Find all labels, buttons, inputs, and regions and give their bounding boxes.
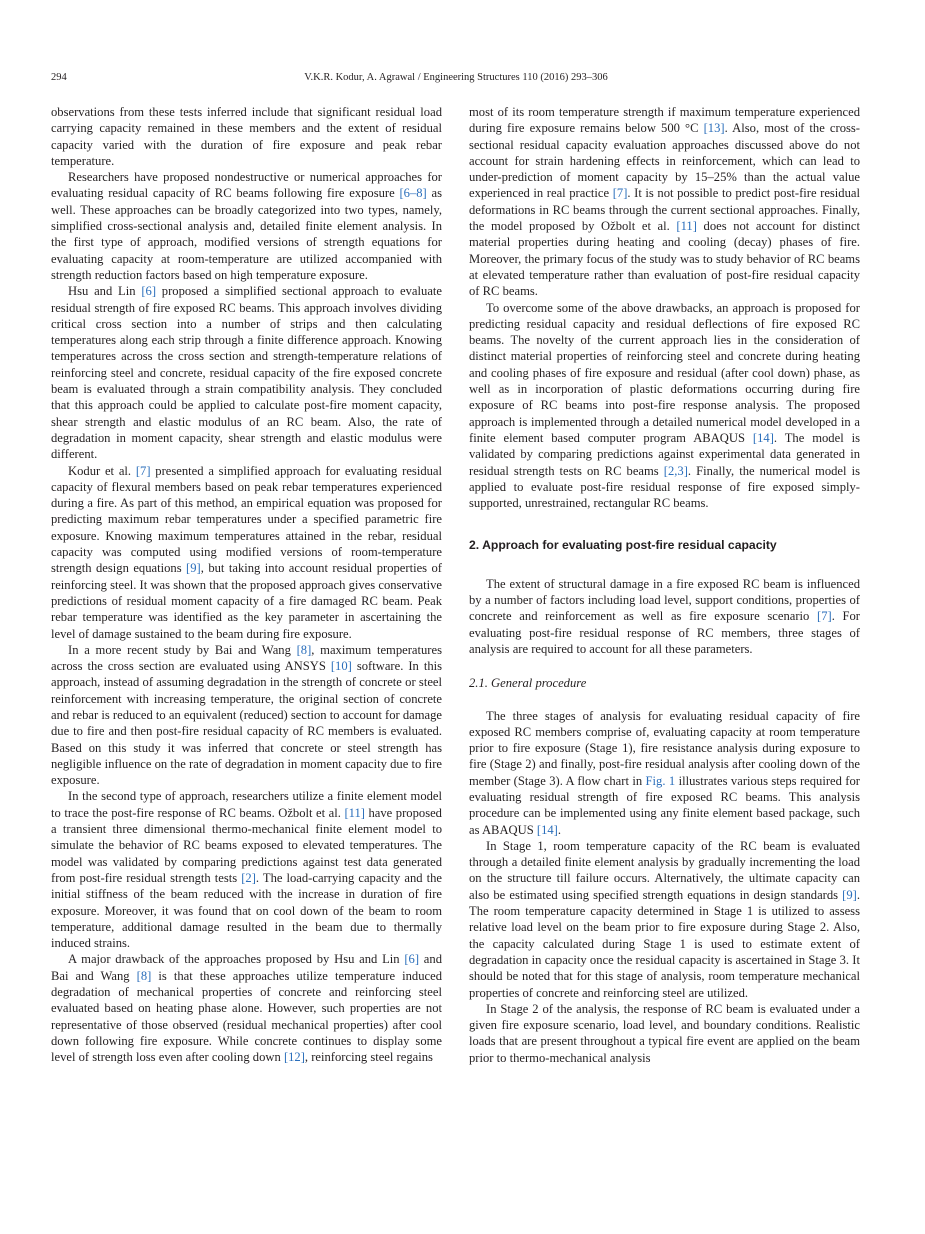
citation-link[interactable]: [8]	[136, 968, 152, 983]
paragraph: most of its room temperature strength if maximum temperature experienced during fire exposure remains below 500 °C [13]. Also, most of the cross-sectional residual capacity evaluation approaches discussed above do not account for strain hardening effects in reinforcement, which can lead to under-prediction of moment capacity by 15–25% than the actual value experienced in real practice [7]. It is not possible to predict post-fire residual deformations in RC beams through the current sectional approaches. Finally, the model proposed by Ožbolt et al. [11] does not account for distinct material properties during heating and cooling (decay) phases of fire. Moreover, the primary focus of the study was to study behavior of RC beams at elevated temperature rather than evaluation of post-fire residual capacity of RC beams.	[469, 105, 860, 299]
paragraph: observations from these tests inferred include that significant residual load carrying capacity remained in these members and the extent of residual capacity varied with the duration of fire exposure and peak rebar temperature.	[51, 105, 442, 168]
citation-link[interactable]: [11]	[676, 219, 697, 234]
paragraph: The three stages of analysis for evaluating residual capacity of fire exposed RC members comprise of, evaluating capacity at room temperature prior to fire exposure (Stage 1), fire resistance analysis during exposure to fire (Stage 2) and finally, post-fire residual analysis after cooling down of the member (Stage 3). A flow chart in Fig. 1 illustrates various steps required for evaluating residual strength of fire exposed RC beams. This analysis procedure can be implemented using any finite element based package, such as ABAQUS [14].	[469, 708, 860, 837]
paragraph: The extent of structural damage in a fire exposed RC beam is influenced by a number of factors including load level, support conditions, properties of concrete and reinforcement as well as fire exposure scenario [7]. For evaluating post-fire residual response of RC members, three stages of analysis are required to account for all these parameters.	[469, 576, 860, 656]
citation-link[interactable]: [6]	[404, 952, 420, 967]
page-number: 294	[51, 72, 67, 83]
subsection-heading: 2.1. General procedure	[469, 676, 587, 691]
running-head	[51, 72, 861, 88]
citation-link[interactable]: [7]	[135, 463, 151, 478]
citation-link[interactable]: [9]	[842, 887, 857, 902]
citation-link[interactable]: [13]	[703, 121, 725, 136]
citation-link[interactable]: [8]	[296, 642, 312, 657]
citation-link[interactable]: [2]	[241, 870, 256, 885]
citation-link[interactable]: [9]	[186, 561, 201, 576]
citation-link[interactable]: [10]	[330, 659, 352, 674]
citation-link[interactable]: [6]	[141, 284, 157, 299]
citation-link[interactable]: [11]	[344, 805, 365, 820]
citation-link[interactable]: [7]	[612, 186, 628, 201]
paragraph: In Stage 1, room temperature capacity of the RC beam is evaluated through a detailed finite element analysis by gradually incrementing the load on the structure till failure occurs. Alternatively, the ultimate capacity can also be estimated using specified strength equations in design standards [9]. The room temperature capacity determined in Stage 1 is utilized to assess relative load level on the beam prior to fire exposure during Stage 2. Also, the capacity calculated during Stage 1 is used to estimate extent of degradation in capacity once the residual capacity is ascertained in Stage 3. It should be noted that for this stage of analysis, room temperature mechanical properties of concrete and reinforcing steel are utilized.	[469, 838, 860, 1000]
paragraph: In the second type of approach, researchers utilize a finite element model to trace the post-fire response of RC beams. Ožbolt et al. [11] have proposed a transient three dimensional thermo-mechanical finite element model to simulate the behavior of RC beams exposed to elevated temperatures. The model was validated by comparing predictions against test data generated from post-fire residual strength tests [2]. The load-carrying capacity and the initial stiffness of the beam reduced with the increase in duration of fire exposure. Moreover, it was found that on cool down of the beam to room temperature, additional damage resulted in the beam due to thermally induced strains.	[51, 789, 442, 951]
citation-link[interactable]: [12]	[283, 1050, 305, 1065]
section-heading: 2. Approach for evaluating post-fire residual capacity	[469, 538, 777, 553]
paragraph: A major drawback of the approaches proposed by Hsu and Lin [6] and Bai and Wang [8] is that these approaches utilize temperature induced degradation of mechanical properties of concrete and reinforcing steel evaluated based on heating phase alone. However, such properties are not representative of those observed (residual mechanical properties) after cool down following fire exposure. While concrete continues to display some level of strength loss even after cooling down [12], reinforcing steel regains	[51, 952, 442, 1065]
citation-link[interactable]: [14]	[752, 430, 774, 445]
left-column	[51, 104, 442, 1066]
citation-link[interactable]: [14]	[536, 822, 558, 837]
citation-link[interactable]: [2,3]	[663, 463, 688, 478]
citation-link[interactable]: [6–8]	[399, 186, 427, 201]
paragraph: Hsu and Lin [6] proposed a simplified sectional approach to evaluate residual strength of fire exposed RC beams. This approach involves dividing critical cross section into a number of strips and then calculating temperatures along each strip through a finite difference approach. Knowing temperatures across the cross section and strength-temperature relations of reinforcing steel and concrete, residual capacity of the fire exposed concrete beam is evaluated through a strain compatibility analysis. They concluded that this approach could be applied to calculate post-fire moment capacity, shear strength and elastic modulus of an RC beam. Also, the rate of degradation in moment capacity, shear strength and elastic modulus were different.	[51, 284, 442, 462]
citation-link[interactable]: Fig. 1	[645, 773, 676, 788]
paragraph: In Stage 2 of the analysis, the response of RC beam is evaluated under a given fire exposure scenario, load level, and boundary conditions. Realistic loads that are present throughout a typical fire event are applied on the beam prior to thermo-mechanical analysis	[469, 1001, 860, 1065]
paragraph: To overcome some of the above drawbacks, an approach is proposed for predicting residual capacity and residual deflections of fire exposed RC beams. The novelty of the current approach lies in the consideration of distinct material properties of reinforcing steel and concrete during heating and cooling phases of fire exposure and residual (after cool down) phase, as well as in incorporation of plastic deformations occurring during fire exposure of RC beams into post-fire response analysis. The proposed approach is implemented through a detailed numerical model developed in a finite element based computer program ABAQUS [14]. The model is validated by comparing predictions against experimental data generated in residual strength tests on RC beams [2,3]. Finally, the numerical model is applied to evaluate post-fire residual response of fire exposed simply-supported, unrestrained, rectangular RC beams.	[469, 300, 861, 511]
journal-citation-line: V.K.R. Kodur, A. Agrawal / Engineering Structures 110 (2016) 293–306	[304, 72, 608, 83]
citation-link[interactable]: [7]	[817, 609, 832, 624]
paragraph: In a more recent study by Bai and Wang [8], maximum temperatures across the cross section are evaluated using ANSYS [10] software. In this approach, instead of assuming degradation in the strength of concrete or steel reinforcement with increasing temperature, the original section of concrete and rebar is reduced to an equivalent (reduced) section to account for damage due to fire and then post-fire residual capacity of RC members is evaluated. Based on this study it was inferred that concrete or steel strength has negligible influence on the rate of degradation in moment capacity due to fire exposure.	[51, 642, 443, 788]
paragraph: Kodur et al. [7] presented a simplified approach for evaluating residual capacity of flexural members based on peak rebar temperatures experienced during a fire. As part of this method, an empirical equation was proposed for predicting maximum rebar temperatures under a specified parametric fire exposure. Knowing maximum temperatures attained in the rebar, residual capacity was computed using modified versions of room-temperature strength design equations [9], but taking into account residual properties of reinforcing steel. It was shown that the proposed approach gives conservative predictions of residual moment capacity of a fire damaged RC beam. Peak rebar temperature was identified as the key parameter in ascertaining the level of damage sustained to the beam during fire exposure.	[51, 463, 442, 641]
right-column	[469, 104, 860, 1066]
paragraph: Researchers have proposed nondestructive or numerical approaches for evaluating residual capacity of RC beams following fire exposure [6–8] as well. These approaches can be broadly categorized into two types, namely, simplified cross-sectional analysis and, detailed finite element analysis. In the first type of approach, modified versions of strength equations for evaluating capacity at room-temperature are utilized accompanied with strength reduction factors based on high temperature exposure.	[51, 170, 442, 282]
